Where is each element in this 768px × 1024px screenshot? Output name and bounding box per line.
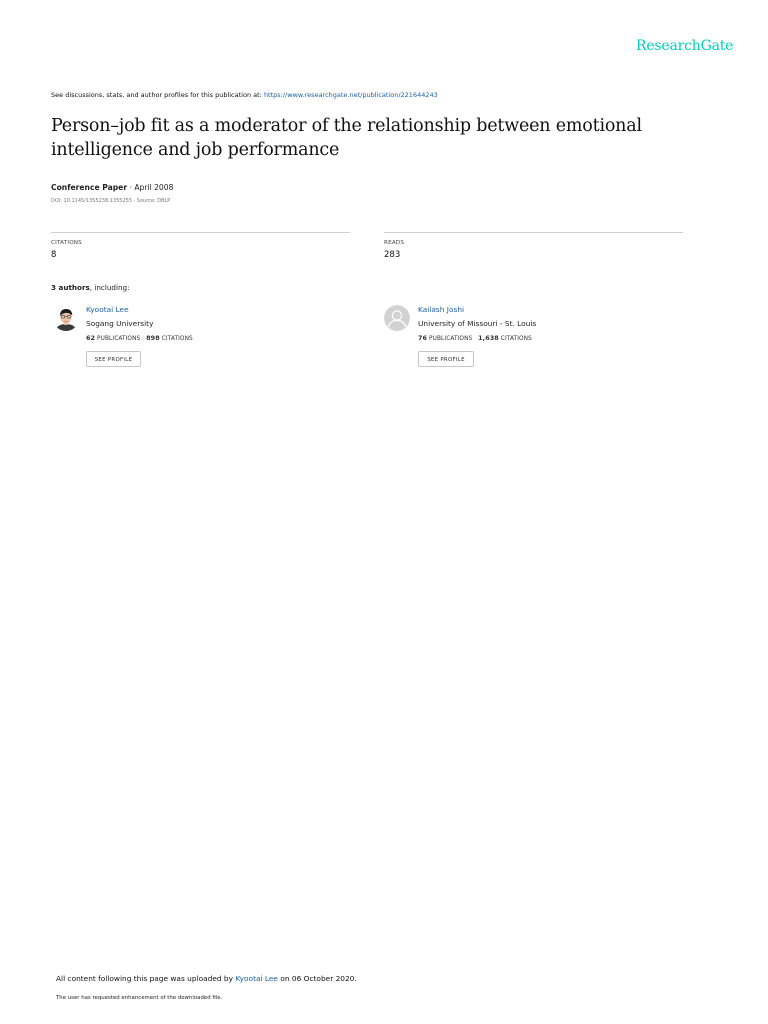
enhancement-note: The user has requested enhancement of the downloaded file. [56,995,223,1001]
citations-label: CITATIONS [51,240,82,246]
reads-value: 283 [384,250,401,260]
publications-count: 76 [418,334,428,342]
publication-meta [51,183,173,192]
author-name-link[interactable]: Kailash Joshi [418,305,465,314]
publication-type: Conference Paper [51,183,128,192]
reads-divider [384,232,683,233]
author-photo-avatar[interactable] [53,305,79,331]
uploader-link[interactable]: Kyootai Lee [235,974,278,983]
author-default-avatar[interactable] [384,305,410,331]
citations-value: 8 [51,250,57,260]
doi-source-line: DOI: 10.1145/1355238.1355255 · Source: DBLP [51,198,171,204]
publication-link[interactable]: https://www.researchgate.net/publication/221644243 [263,91,438,99]
authors-header [51,283,130,292]
citations-count: 898 [146,334,160,342]
meta-separator: · [127,183,135,192]
author-stats [86,334,193,342]
discussion-prefix: See discussions, stats, and author profiles for this publication at: [51,91,262,99]
see-profile-button[interactable]: SEE PROFILE [86,351,141,367]
author-institution: Sogang University [86,319,154,328]
discussion-line [51,91,438,99]
citations-divider [51,232,350,233]
publications-label: PUBLICATIONS [429,336,473,342]
publications-count: 62 [86,334,96,342]
author-stats [418,334,532,342]
publications-label: PUBLICATIONS [97,336,141,342]
upload-date: on 06 October 2020. [280,974,357,983]
upload-prefix: All content following this page was uploaded by [56,974,233,983]
author-institution: University of Missouri - St. Louis [418,319,537,328]
default-avatar-icon [384,305,410,331]
paper-title: Person–job fit as a moderator of the relationship between emotional intelligence and job performance [51,116,642,160]
upload-note [56,974,357,983]
citations-label: CITATIONS [161,336,193,342]
researchgate-logo[interactable]: ResearchGate [636,38,734,54]
publication-date: April 2008 [134,183,174,192]
see-profile-button[interactable]: SEE PROFILE [418,351,474,367]
person-photo-icon [53,305,79,331]
authors-suffix: , including: [89,283,130,292]
citations-label: CITATIONS [500,336,532,342]
authors-count: 3 authors [51,283,90,292]
reads-label: READS [384,240,405,246]
citations-count: 1,638 [478,334,499,342]
author-name-link[interactable]: Kyootai Lee [86,305,129,314]
